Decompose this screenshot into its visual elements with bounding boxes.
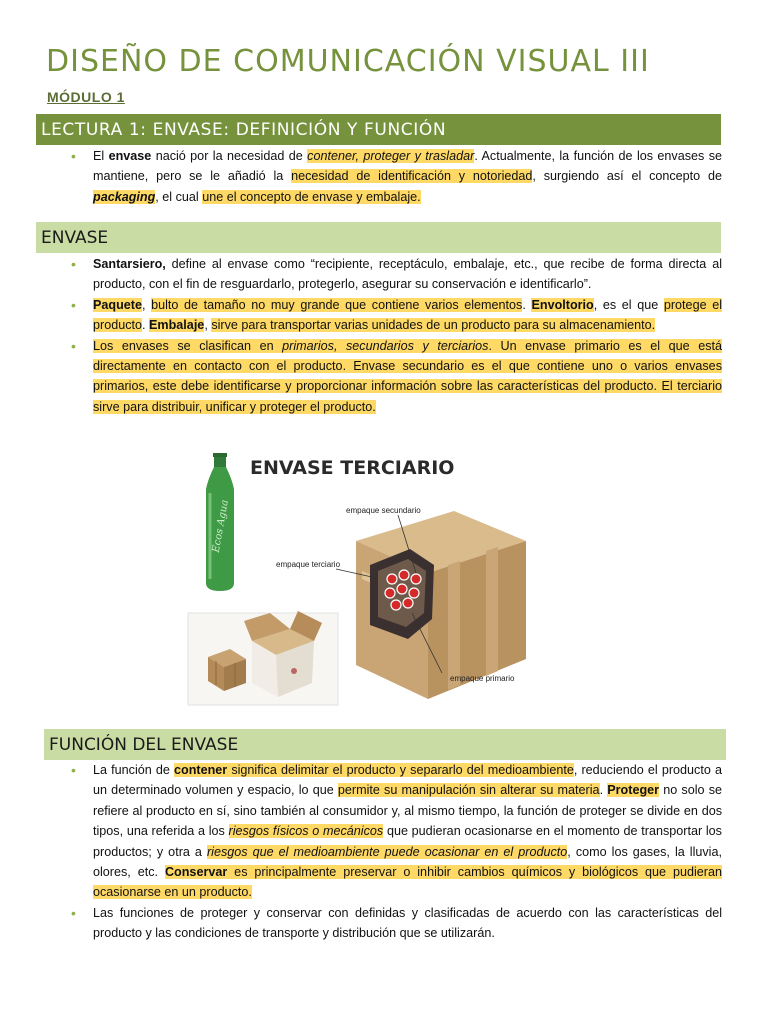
funcion-heading: FUNCIÓN DEL ENVASE: [44, 729, 726, 760]
envase-terciario-figure: [186, 445, 538, 707]
intro-list: [71, 146, 722, 207]
lectura-heading: LECTURA 1: ENVASE: DEFINICIÓN Y FUNCIÓN: [36, 114, 721, 145]
document-title: DISEÑO DE COMUNICACIÓN VISUAL III: [46, 44, 650, 79]
bottle-label: Ecos Agua: [210, 499, 231, 554]
envase-heading: ENVASE: [36, 222, 721, 253]
module-label: MÓDULO 1: [47, 89, 125, 105]
figure-title: ENVASE TERCIARIO: [250, 457, 455, 479]
intro-paragraph: • El envase nació por la necesidad de contener, proteger y trasladar. Actualmente, la función de los envases se mantiene, pero se le añadió la necesidad de identificación y notoriedad, surgiendo así el concepto de packaging, el cual une el concepto de envase y embalaje.: [71, 146, 722, 207]
envase-list: [71, 254, 722, 417]
cardboard-boxes-photo: [188, 611, 338, 705]
label-empaque-terciario: empaque terciario: [276, 560, 341, 569]
list-item: • Paquete, bulto de tamaño no muy grande que contiene varios elementos. Envoltorio, es el que protege el producto. Embalaje, sirve para transportar varias unidades de un producto para su almacenamiento.: [71, 295, 722, 336]
label-empaque-primario: empaque primario: [450, 674, 515, 683]
label-empaque-secundario: empaque secundario: [346, 506, 421, 515]
list-item: • Las funciones de proteger y conservar con definidas y clasificadas de acuerdo con las características del producto y las condiciones de transporte y distribución que se utilizarán.: [71, 903, 722, 944]
list-item: • Santarsiero, define al envase como “recipiente, receptáculo, embalaje, etc., que recibe de forma directa al producto, con el fin de resguardarlo, protegerlo, asegurar su conservación e identificarlo”.: [71, 254, 722, 295]
funcion-list: [71, 760, 722, 944]
list-item: • Los envases se clasifican en primarios, secundarios y terciarios. Un envase primario es el que está directamente en contacto con el producto. Envase secundario es el que contiene uno o varios envases primarios, este debe identificarse y proporcionar información sobre las características del producto. El terciario sirve para distribuir, unificar y proteger el producto.: [71, 336, 722, 418]
list-item: • La función de contener significa delimitar el producto y separarlo del medioambiente, reduciendo el producto a un determinado volumen y espacio, lo que permite su manipulación sin alterar su materia. Proteger no solo se refiere al producto en sí, sino también al consumidor y, al mismo tiempo, la función de proteger se divide en dos tipos, una referida a los riesgos físicos o mecánicos que pudieran ocasionarse en el momento de transportar los productos; y otra a riesgos que el medioambiente puede ocasionar en el producto, como los gases, la lluvia, olores, etc. Conservar es principalmente preservar o inhibir cambios químicos y biológicos que pudieran ocasionarse en un producto.: [71, 760, 722, 903]
